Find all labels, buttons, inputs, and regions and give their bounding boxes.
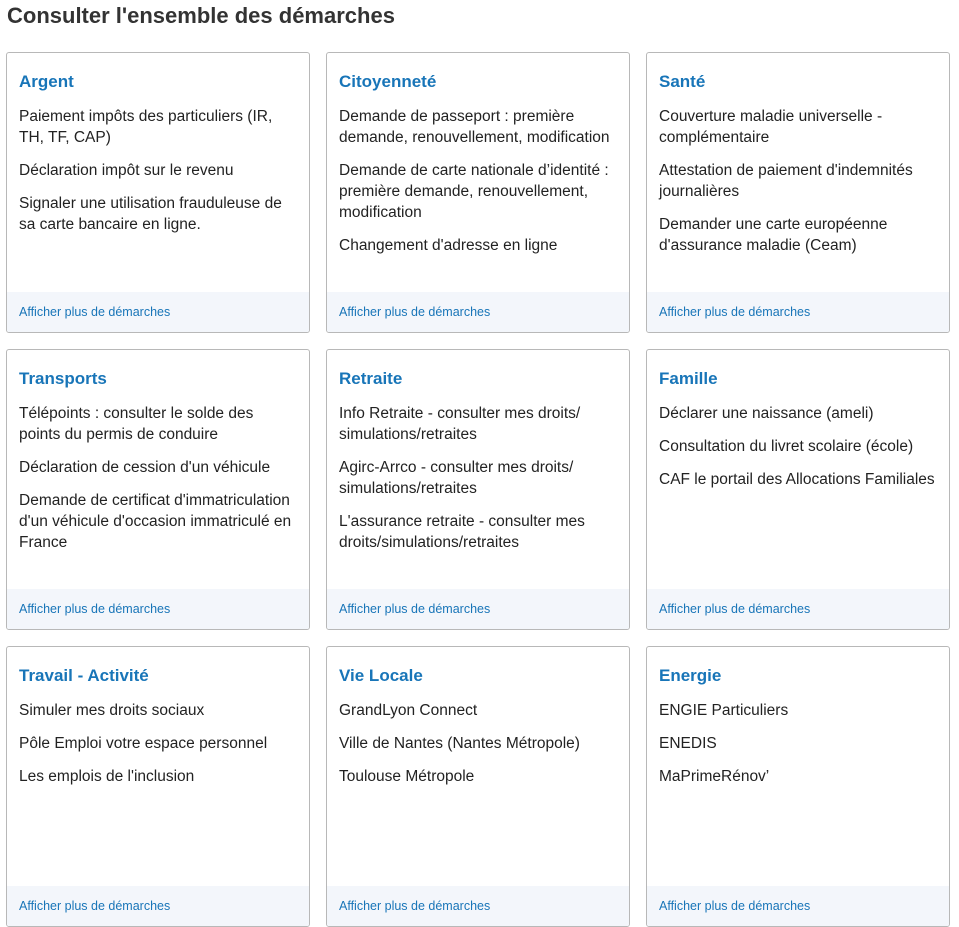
card-list [19,403,299,565]
list-item[interactable]: Consultation du livret scolaire (école) [659,438,914,455]
show-more-link[interactable]: Afficher plus de démarches [339,305,491,319]
card-footer [7,292,309,333]
show-more-link[interactable]: Afficher plus de démarches [19,899,171,913]
list-item[interactable]: Ville de Nantes (Nantes Métropole) [339,735,580,752]
show-more-link[interactable]: Afficher plus de démarches [339,602,491,616]
card-title: Transports [19,369,107,388]
card-title: Argent [19,72,74,91]
list-item[interactable]: Agirc-Arrco - consulter mes droits/ simulations/retraites [339,459,574,497]
card-footer [647,292,949,333]
card-footer [7,886,309,927]
card-title: Energie [659,666,722,685]
categories-grid [6,52,950,927]
card-energie [646,646,950,927]
list-item[interactable]: Attestation de paiement d'indemnités journalières [659,162,913,200]
card-argent [6,52,310,333]
page-title: Consulter l'ensemble des démarches [7,3,395,28]
card-title: Santé [659,72,706,91]
list-item[interactable]: ENEDIS [659,735,717,752]
card-title: Travail - Activité [19,666,149,685]
show-more-link[interactable]: Afficher plus de démarches [19,602,171,616]
list-item[interactable]: Couverture maladie universelle - complémentaire [659,108,883,146]
list-item[interactable]: Demande de carte nationale d’identité : première demande, renouvellement, modification [339,162,609,221]
card-list [19,700,299,799]
card-title: Retraite [339,369,403,388]
card-retraite [326,349,630,630]
show-more-link[interactable]: Afficher plus de démarches [659,899,811,913]
card-list [659,403,939,502]
list-item[interactable]: Paiement impôts des particuliers (IR, TH, TF, CAP) [19,108,273,146]
list-item[interactable]: Signaler une utilisation frauduleuse de sa carte bancaire en ligne. [19,195,282,233]
card-travail-activite [6,646,310,927]
card-transports [6,349,310,630]
card-list [659,700,939,799]
list-item[interactable]: Demander une carte européenne d'assurance maladie (Ceam) [659,216,888,254]
card-list [339,106,619,268]
list-item[interactable]: Télépoints : consulter le solde des points du permis de conduire [19,405,254,443]
card-list [659,106,939,268]
card-list [339,700,619,799]
card-footer [647,886,949,927]
list-item[interactable]: Simuler mes droits sociaux [19,702,205,719]
list-item[interactable]: MaPrimeRénov’ [659,768,770,785]
list-item[interactable]: Toulouse Métropole [339,768,475,785]
list-item[interactable]: Info Retraite - consulter mes droits/ simulations/retraites [339,405,581,443]
card-famille [646,349,950,630]
card-footer [647,589,949,630]
list-item[interactable]: Déclaration de cession d'un véhicule [19,459,271,476]
list-item[interactable]: ENGIE Particuliers [659,702,789,719]
card-sante [646,52,950,333]
list-item[interactable]: Déclaration impôt sur le revenu [19,162,234,179]
card-footer [327,292,629,333]
list-item[interactable]: Changement d'adresse en ligne [339,237,558,254]
show-more-link[interactable]: Afficher plus de démarches [659,602,811,616]
card-title: Citoyenneté [339,72,437,91]
card-citoyennete [326,52,630,333]
list-item[interactable]: GrandLyon Connect [339,702,478,719]
list-item[interactable]: CAF le portail des Allocations Familiales [659,471,935,488]
list-item[interactable]: Pôle Emploi votre espace personnel [19,735,268,752]
show-more-link[interactable]: Afficher plus de démarches [19,305,171,319]
card-title: Famille [659,369,718,388]
list-item[interactable]: Demande de certificat d'immatriculation d'un véhicule d'occasion immatriculé en France [19,492,292,551]
card-vie-locale [326,646,630,927]
list-item[interactable]: Demande de passeport : première demande, renouvellement, modification [339,108,610,146]
show-more-link[interactable]: Afficher plus de démarches [659,305,811,319]
card-footer [327,589,629,630]
card-list [339,403,619,565]
list-item[interactable]: Déclarer une naissance (ameli) [659,405,874,422]
card-title: Vie Locale [339,666,423,685]
show-more-link[interactable]: Afficher plus de démarches [339,899,491,913]
card-footer [327,886,629,927]
card-footer [7,589,309,630]
list-item[interactable]: L'assurance retraite - consulter mes droits/simulations/retraites [339,513,585,551]
list-item[interactable]: Les emplois de l'inclusion [19,768,195,785]
card-list [19,106,299,247]
